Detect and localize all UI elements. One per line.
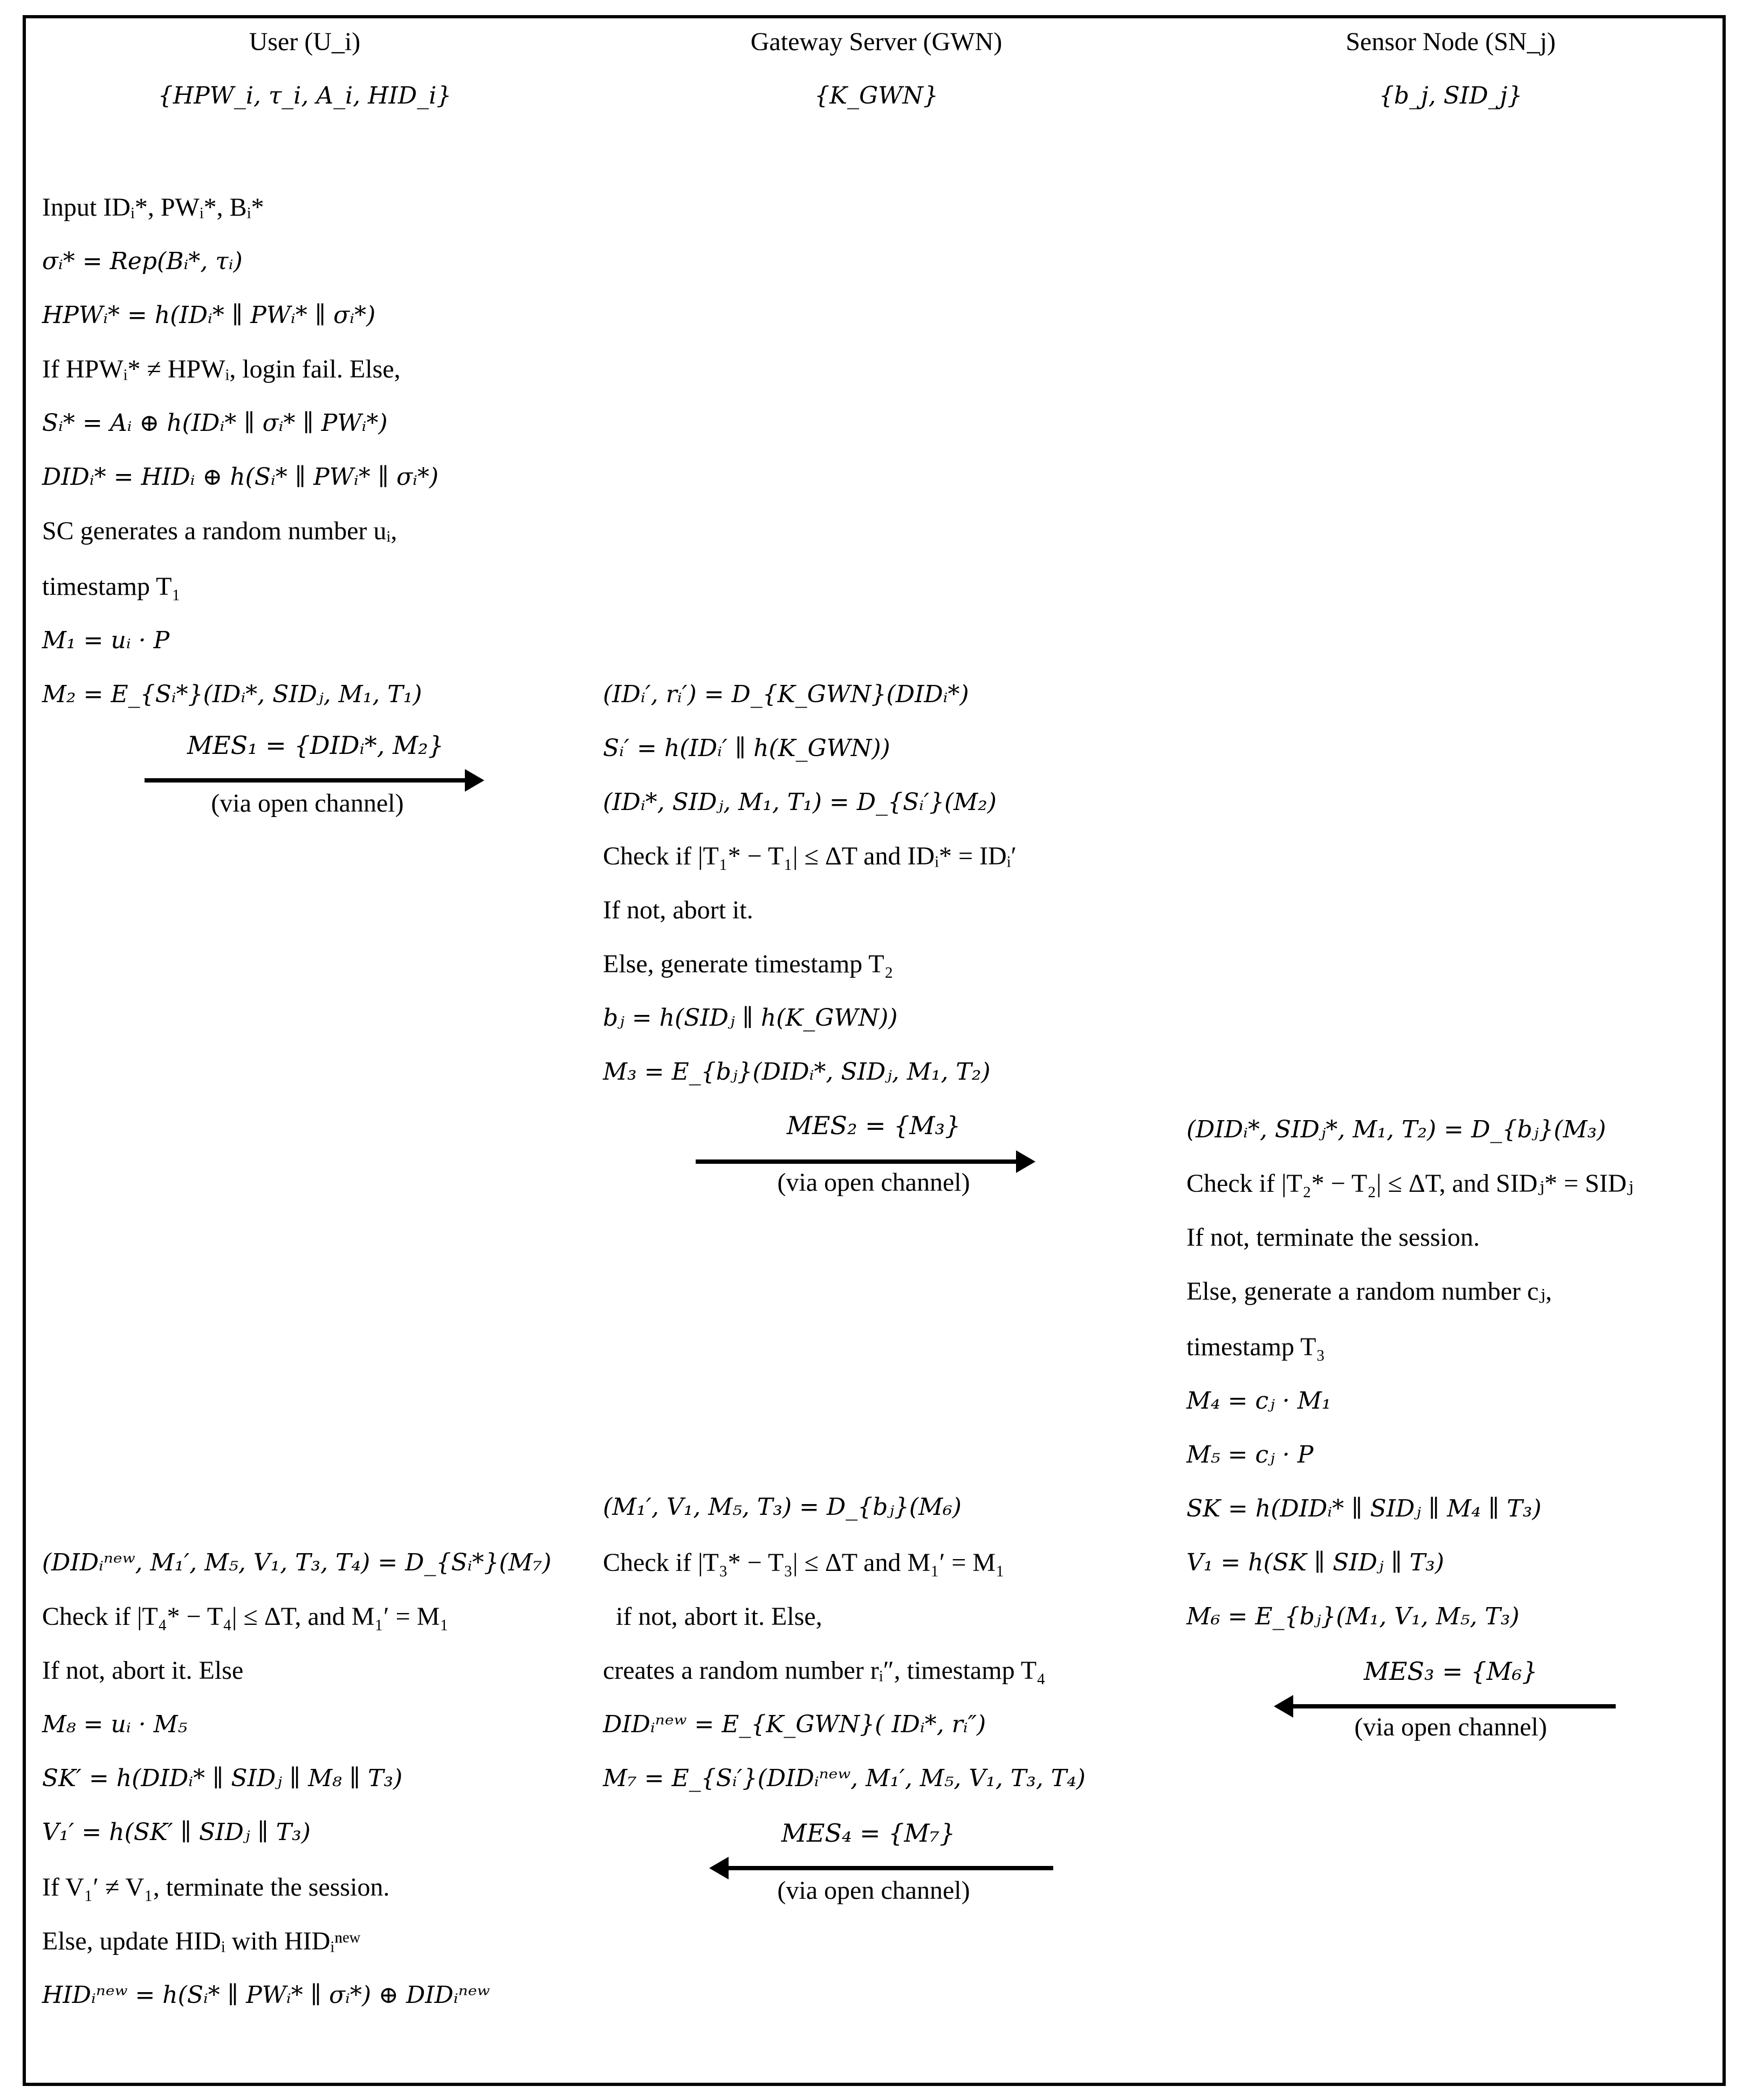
party-gateway-secrets: {K_GWN} (814, 82, 938, 109)
arrow-right-icon (145, 778, 468, 783)
step-line: Check if |T₄* − T₄| ≤ ΔT, and M₁′ = M₁ (42, 1602, 449, 1631)
step-line: If not, abort it. (603, 896, 753, 924)
step-line: DIDᵢ* = HIDᵢ ⊕ h(Sᵢ* ∥ PWᵢ* ∥ σᵢ*) (42, 463, 439, 491)
step-line: M₂ = E_{Sᵢ*}(IDᵢ*, SIDⱼ, M₁, T₁) (42, 681, 422, 708)
step-line: Check if |T₁* − T₁| ≤ ΔT and IDᵢ* = IDᵢ′ (603, 842, 1017, 870)
step-line: Else, generate timestamp T₂ (603, 950, 894, 978)
step-line: Check if |T₂* − T₂| ≤ ΔT, and SIDⱼ* = SIDⱼ (1186, 1169, 1634, 1198)
step-line: Else, update HIDᵢ with HIDᵢⁿᵉʷ (42, 1927, 361, 1955)
arrow-left-icon (1290, 1704, 1616, 1708)
step-line: if not, abort it. Else, (603, 1602, 822, 1631)
step-line: M₇ = E_{Sᵢ′}(DIDᵢⁿᵉʷ, M₁′, M₅, V₁, T₃, T₄) (603, 1765, 1086, 1792)
party-user-secrets: {HPW_i, τ_i, A_i, HID_i} (157, 82, 452, 109)
step-line: If not, terminate the session. (1186, 1223, 1480, 1252)
step-line: Else, generate a random number cⱼ, (1186, 1277, 1552, 1306)
party-user-title: User (U_i) (249, 28, 361, 56)
step-line: (IDᵢ′, rᵢ′) = D_{K_GWN}(DIDᵢ*) (603, 681, 969, 708)
arrow-right-icon (696, 1159, 1019, 1164)
step-line: timestamp T₁ (42, 572, 181, 601)
message-3-channel: (via open channel) (1354, 1713, 1547, 1741)
party-sensor-title: Sensor Node (SN_j) (1346, 28, 1556, 56)
arrow-left-icon (725, 1866, 1053, 1870)
step-line: Check if |T₃* − T₃| ≤ ΔT and M₁′ = M₁ (603, 1548, 1005, 1577)
step-line: creates a random number rᵢ″, timestamp T₄ (603, 1656, 1046, 1685)
step-line: M₆ = E_{bⱼ}(M₁, V₁, M₅, T₃) (1186, 1603, 1520, 1630)
step-line: SK′ = h(DIDᵢ* ∥ SIDⱼ ∥ M₈ ∥ T₃) (42, 1765, 403, 1792)
message-3-label: MES₃ = {M₆} (1363, 1657, 1538, 1686)
step-line: timestamp T₃ (1186, 1333, 1326, 1361)
message-2-channel: (via open channel) (777, 1168, 970, 1197)
step-line: M₁ = uᵢ · P (42, 627, 170, 654)
step-line: V₁ = h(SK ∥ SIDⱼ ∥ T₃) (1186, 1549, 1444, 1576)
step-line: bⱼ = h(SIDⱼ ∥ h(K_GWN)) (603, 1004, 898, 1032)
step-line: HIDᵢⁿᵉʷ = h(Sᵢ* ∥ PWᵢ* ∥ σᵢ*) ⊕ DIDᵢⁿᵉʷ (42, 1981, 490, 2009)
step-line: Sᵢ* = Aᵢ ⊕ h(IDᵢ* ∥ σᵢ* ∥ PWᵢ*) (42, 409, 388, 437)
message-2-label: MES₂ = {M₃} (786, 1111, 961, 1140)
step-line: (DIDᵢⁿᵉʷ, M₁′, M₅, V₁, T₃, T₄) = D_{Sᵢ*}(M₇) (42, 1549, 552, 1576)
step-line: (DIDᵢ*, SIDⱼ*, M₁, T₂) = D_{bⱼ}(M₃) (1186, 1116, 1607, 1143)
step-line: If HPWᵢ* ≠ HPWᵢ, login fail. Else, (42, 355, 401, 383)
step-line: HPWᵢ* = h(IDᵢ* ∥ PWᵢ* ∥ σᵢ*) (42, 301, 376, 329)
message-1-label: MES₁ = {DIDᵢ*, M₂} (187, 731, 444, 760)
step-line: Sᵢ′ = h(IDᵢ′ ∥ h(K_GWN)) (603, 735, 890, 762)
step-line: M₅ = cⱼ · P (1186, 1441, 1314, 1468)
step-line: DIDᵢⁿᵉʷ = E_{K_GWN}( IDᵢ*, rᵢ″) (603, 1711, 986, 1738)
step-line: SK = h(DIDᵢ* ∥ SIDⱼ ∥ M₄ ∥ T₃) (1186, 1495, 1542, 1522)
step-line: If not, abort it. Else (42, 1656, 244, 1685)
message-4-label: MES₄ = {M₇} (781, 1818, 956, 1848)
step-line: If V₁′ ≠ V₁, terminate the session. (42, 1873, 390, 1902)
step-line: (M₁′, V₁, M₅, T₃) = D_{bⱼ}(M₆) (603, 1493, 962, 1521)
party-sensor-secrets: {b_j, SID_j} (1378, 82, 1523, 109)
step-line: σᵢ* = Rep(Bᵢ*, τᵢ) (42, 248, 243, 275)
message-4-channel: (via open channel) (777, 1876, 970, 1905)
step-line: M₄ = cⱼ · M₁ (1186, 1387, 1332, 1415)
step-line: M₈ = uᵢ · M₅ (42, 1711, 188, 1738)
message-1-channel: (via open channel) (211, 789, 404, 818)
party-gateway-title: Gateway Server (GWN) (750, 28, 1003, 56)
step-line: Input IDᵢ*, PWᵢ*, Bᵢ* (42, 193, 264, 222)
step-line: (IDᵢ*, SIDⱼ, M₁, T₁) = D_{Sᵢ′}(M₂) (603, 788, 997, 816)
step-line: V₁′ = h(SK′ ∥ SIDⱼ ∥ T₃) (42, 1818, 311, 1846)
step-line: SC generates a random number uᵢ, (42, 517, 397, 545)
step-line: M₃ = E_{bⱼ}(DIDᵢ*, SIDⱼ, M₁, T₂) (603, 1058, 991, 1086)
